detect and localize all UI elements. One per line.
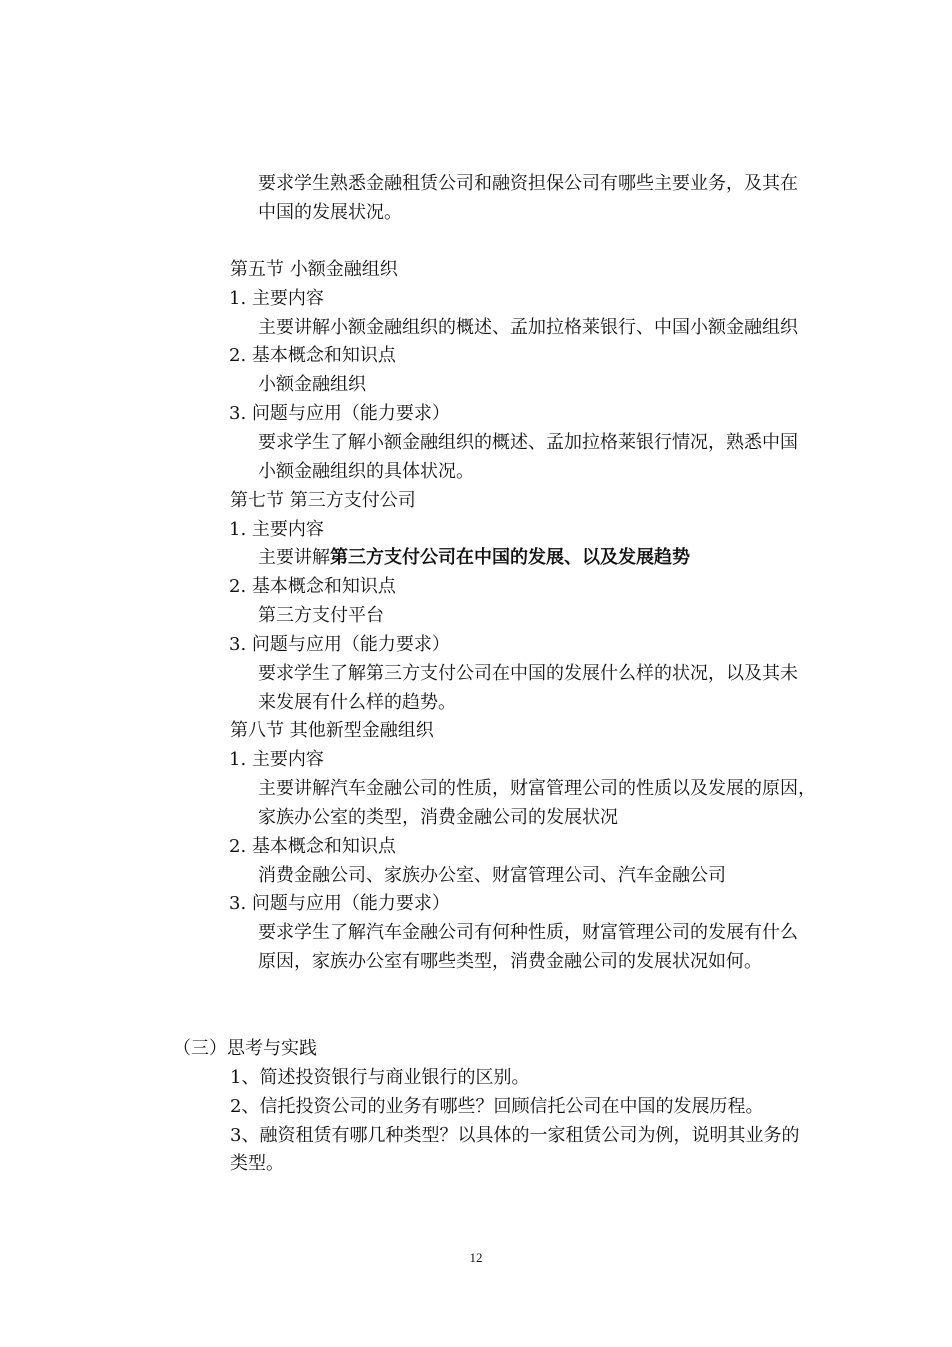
- section-7-item-1-prefix: 主要讲解: [258, 547, 330, 568]
- section-8-item-3-text: 原因，家族办公室有哪些类型，消费金融公司的发展状况如何。: [258, 951, 762, 972]
- section-8-item-1-text: 家族办公室的类型，消费金融公司的发展状况: [258, 807, 618, 828]
- section-5-title: 第五节 小额金融组织: [230, 259, 398, 280]
- section-7-item-2-text: 第三方支付平台: [258, 605, 384, 626]
- section-7-item-1-text: [258, 546, 690, 570]
- section-5-item-3-text: 小额金融组织的具体状况。: [258, 461, 474, 482]
- section-7-item-1-label: 1. 主要内容: [229, 519, 324, 540]
- section-5-item-1-label: 1. 主要内容: [229, 288, 324, 309]
- practice-question-1: 1、简述投资银行与商业银行的区别。: [230, 1067, 530, 1088]
- practice-question-3: 3、融资租赁有哪几种类型？以具体的一家租赁公司为例，说明其业务的: [230, 1125, 800, 1146]
- section-7-item-3-text: 来发展有什么样的趋势。: [258, 692, 456, 713]
- section-7-item-3-label: 3. 问题与应用（能力要求）: [229, 634, 450, 655]
- section-8-item-3-label: 3. 问题与应用（能力要求）: [229, 893, 450, 914]
- section-5-item-2-text: 小额金融组织: [258, 374, 366, 395]
- section-8-item-1-text: 主要讲解汽车金融公司的性质，财富管理公司的性质以及发展的原因，: [258, 778, 816, 799]
- section-8-item-2-text: 消费金融公司、家族办公室、财富管理公司、汽车金融公司: [258, 865, 726, 886]
- section-5-item-3-text: 要求学生了解小额金融组织的概述、孟加拉格莱银行情况，熟悉中国: [258, 432, 798, 453]
- section-5-item-1-text: 主要讲解小额金融组织的概述、孟加拉格莱银行、中国小额金融组织: [258, 317, 798, 338]
- practice-question-3-cont: 类型。: [230, 1153, 284, 1174]
- paragraph-line: 要求学生熟悉金融租赁公司和融资担保公司有哪些主要业务，及其在: [258, 173, 798, 194]
- practice-question-2: 2、信托投资公司的业务有哪些？回顾信托公司在中国的发展历程。: [230, 1096, 764, 1117]
- page-number: 12: [469, 1250, 483, 1265]
- paragraph-line: 中国的发展状况。: [258, 202, 402, 223]
- practice-heading: （三）思考与实践: [173, 1038, 317, 1059]
- section-7-title: 第七节 第三方支付公司: [230, 490, 416, 511]
- section-5-item-3-label: 3. 问题与应用（能力要求）: [229, 403, 450, 424]
- section-8-item-3-text: 要求学生了解汽车金融公司有何种性质，财富管理公司的发展有什么: [258, 922, 798, 943]
- section-8-item-1-label: 1. 主要内容: [229, 749, 324, 770]
- section-7-item-2-label: 2. 基本概念和知识点: [229, 576, 396, 597]
- section-7-item-1-emphasis: 第三方支付公司在中国的发展、以及发展趋势: [330, 547, 690, 568]
- section-8-title: 第八节 其他新型金融组织: [230, 720, 434, 741]
- section-8-item-2-label: 2. 基本概念和知识点: [229, 836, 396, 857]
- section-5-item-2-label: 2. 基本概念和知识点: [229, 345, 396, 366]
- section-7-item-3-text: 要求学生了解第三方支付公司在中国的发展什么样的状况，以及其未: [258, 663, 798, 684]
